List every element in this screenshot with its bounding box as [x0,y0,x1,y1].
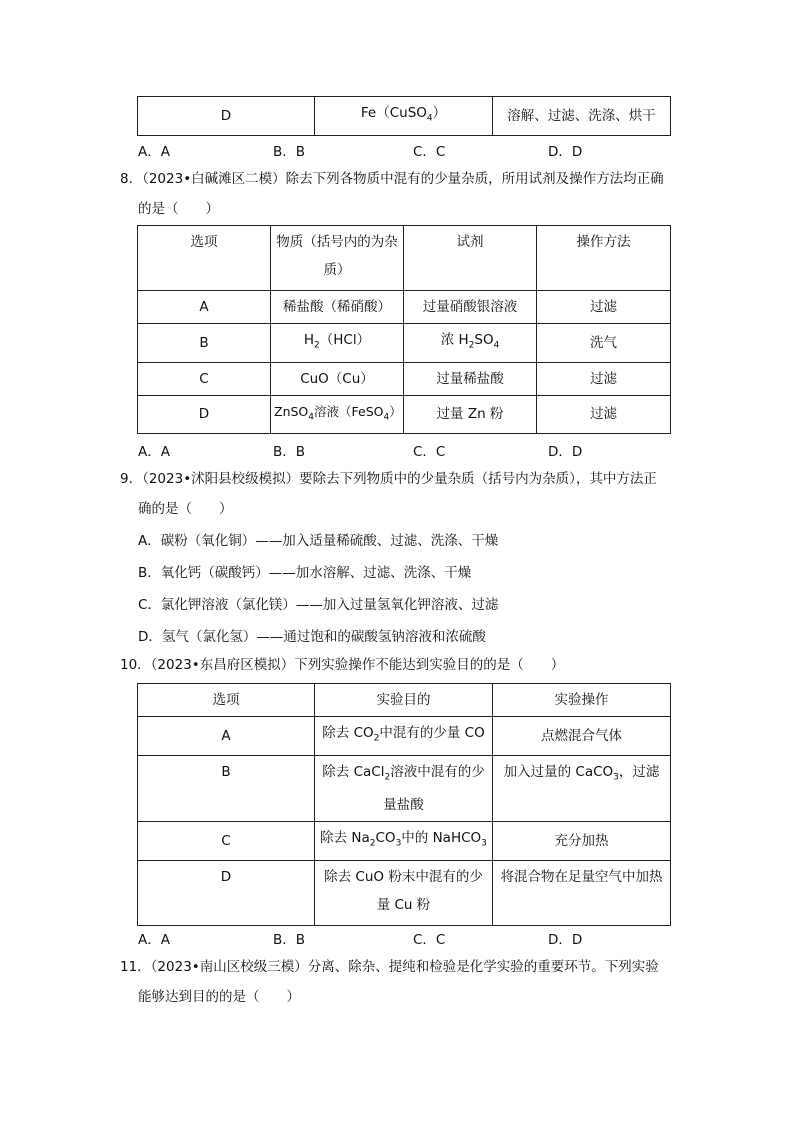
q8-stem: 8．（2023•白碱滩区二模）除去下列各物质中混有的少量杂质，所用试剂及操作方法均正确 的是（ ） [120,171,664,217]
option-cell: B [138,755,315,822]
table-row [138,861,671,926]
option-c[interactable]: C．C [413,144,446,160]
q8-options [138,440,678,462]
q8-table [137,225,671,434]
reagent-cell: 过量稀盐酸 [404,362,537,395]
goal-cell: 除去 CaCl$_2$溶液中混有的少量盐酸 [315,755,493,822]
method-cell: 过滤 [537,291,671,324]
table-row [138,755,671,822]
goal-cell: 除去 CuO 粉末中混有的少量 Cu 粉 [315,861,493,926]
q9-option-b[interactable]: B．氧化钙（碳酸钙）——加水溶解、过滤、洗涤、干燥 [138,565,472,581]
method-cell: 过滤 [537,395,671,434]
q7-options [138,140,678,162]
option-cell: A [138,291,271,324]
option-cell: D [138,861,315,926]
method-cell: 溶解、过滤、洗涤、烘干 [493,97,671,136]
option-cell: C [138,822,315,861]
table-row [138,822,671,861]
q7-table-tail [137,96,671,136]
operation-cell: 加入过量的 CaCO$_3$，过滤 [493,755,671,822]
reagent-cell: 过量 Zn 粉 [404,395,537,434]
operation-cell: 将混合物在足量空气中加热 [493,861,671,926]
option-b[interactable]: B．B [273,144,306,160]
reagent-cell: 浓 $H_2SO_4$ [404,324,537,363]
option-cell: D [138,97,315,136]
substance-cell: CuO（Cu） [271,362,404,395]
header-method: 操作方法 [537,226,671,291]
substance-cell: 稀盐酸（稀硝酸） [271,291,404,324]
table-row [138,717,671,756]
option-a[interactable]: A．A [138,144,170,160]
option-b[interactable]: B．B [273,444,306,460]
option-cell: D [138,395,271,434]
reagent-cell: 过量硝酸银溶液 [404,291,537,324]
goal-cell: 除去 $CO_2$中混有的少量 CO [315,717,493,756]
q9-option-c[interactable]: C．氯化钾溶液（氯化镁）——加入过量氢氧化钾溶液、过滤 [138,597,499,613]
q10-table [137,683,671,926]
table-row [138,324,671,363]
option-b[interactable]: B．B [273,932,306,948]
header-goal: 实验目的 [315,684,493,717]
table-row [138,395,671,434]
option-a[interactable]: A．A [138,932,170,948]
option-d[interactable]: D．D [548,932,583,948]
header-option: 选项 [138,226,271,291]
header-option: 选项 [138,684,315,717]
table-row [138,97,671,136]
header-reagent: 试剂 [404,226,537,291]
goal-cell: 除去 $Na_2CO_3$中的 NaHCO$_3$ [315,822,493,861]
option-cell: B [138,324,271,363]
table-row [138,291,671,324]
q10-options [138,928,678,950]
option-c[interactable]: C．C [413,444,446,460]
option-d[interactable]: D．D [548,144,583,160]
q9-stem: 9．（2023•沭阳县校级模拟）要除去下列物质中的少量杂质（括号内为杂质），其中方法正 确的是（ ） [120,471,657,517]
substance-cell: Fe（CuSO$_4$） [315,97,493,136]
table-header-row [138,226,671,291]
option-cell: C [138,362,271,395]
method-cell: 洗气 [537,324,671,363]
header-operation: 实验操作 [493,684,671,717]
q9-option-d[interactable]: D．氢气（氯化氢）——通过饱和的碳酸氢钠溶液和浓硫酸 [138,629,486,645]
option-d[interactable]: D．D [548,444,583,460]
q11-stem: 11．（2023•南山区校级三模）分离、除杂、提纯和检验是化学实验的重要环节。下列实验 能够达到目的的是（ ） [120,959,659,1005]
q9-option-a[interactable]: A．碳粉（氧化铜）——加入适量稀硫酸、过滤、洗涤、干燥 [138,533,499,549]
substance-cell: ZnSO$_4$溶液（FeSO$_4$） [271,395,404,434]
option-c[interactable]: C．C [413,932,446,948]
option-cell: A [138,717,315,756]
operation-cell: 点燃混合气体 [493,717,671,756]
option-a[interactable]: A．A [138,444,170,460]
table-row [138,362,671,395]
header-substance: 物质（括号内的为杂质） [271,226,404,291]
operation-cell: 充分加热 [493,822,671,861]
method-cell: 过滤 [537,362,671,395]
substance-cell: $H_2(HCl)$ [271,324,404,363]
q10-stem: 10．（2023•东昌府区模拟）下列实验操作不能达到实验目的的是（ ） [120,657,565,673]
table-header-row [138,684,671,717]
